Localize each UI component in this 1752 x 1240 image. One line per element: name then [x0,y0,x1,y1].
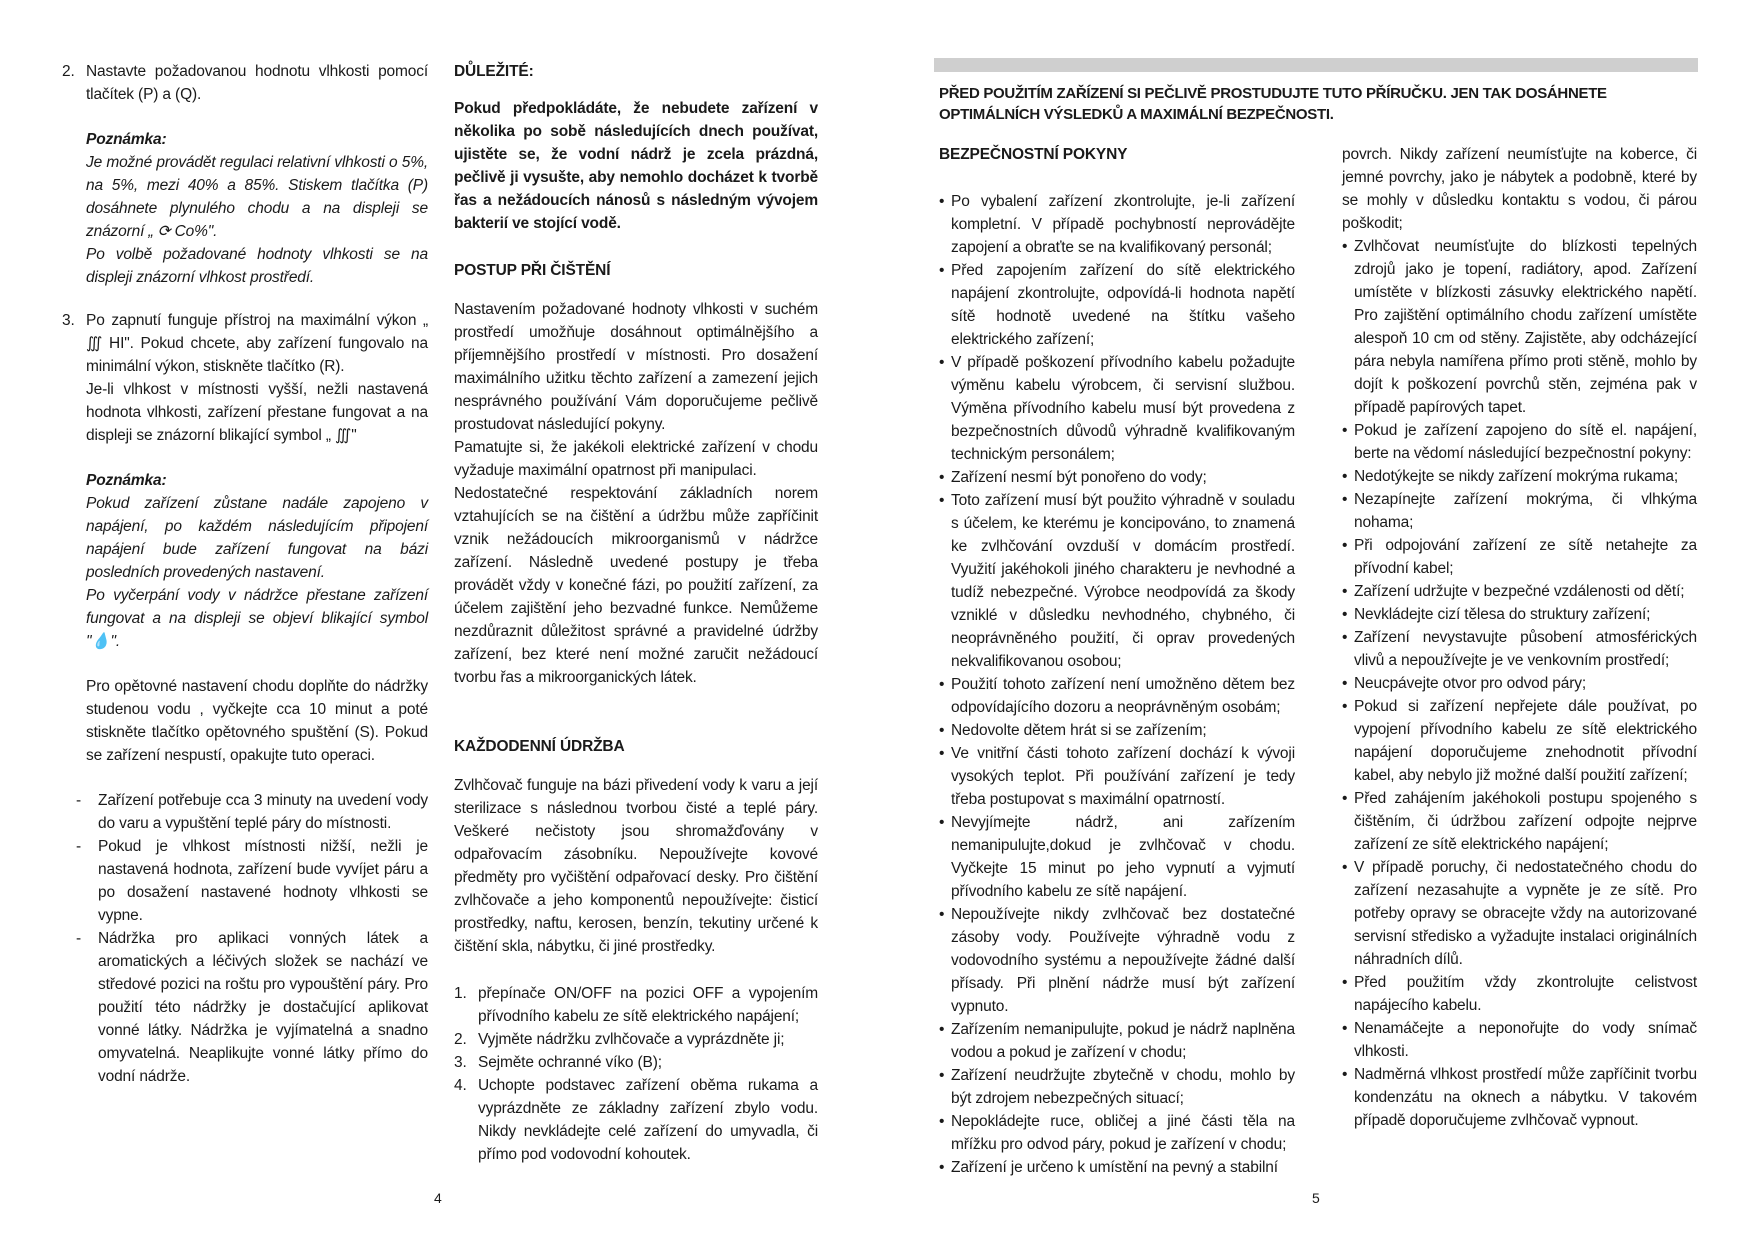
step-number: 2. [62,63,75,80]
list-item-text: Zvlhčovat neumísťujte do blízkosti tepelných zdrojů jako je topení, radiátory, apod. Zařízení umístěte v blízkosti zásuvky elektrického napětí. Pro zajištění optimálního chodu zařízení umístěte alespoň 10 cm od stěny. Zajistěte, aby odcházející pára nebyla namířena přímo proti stěně, mohlo by dojít k poškození povrchů stěn, zejména pak v případě papírových tapet. [1354,238,1697,416]
list-marker: • [939,814,945,831]
numbered-step [62,309,428,447]
list-marker: • [939,906,945,923]
list-item [939,489,1295,673]
list-item [1342,488,1697,534]
list-item-text: Po vybalení zařízení zkontrolujte, je-li zařízení kompletní. V případě pochybností neprovádějte zapojení a obraťte se na kvalifikovaný personál; [951,193,1295,256]
list-item [1342,971,1697,1017]
list-item [1342,1063,1697,1132]
list-item [939,466,1295,489]
block-para [454,298,818,689]
note-text: Po vyčerpání vody v nádržce přestane zařízení fungovat a na displeji se objeví blikající symbol "💧". [86,587,428,650]
list-item [76,789,428,835]
list-item [1342,672,1697,695]
list-marker: • [939,1067,945,1084]
paragraph: Pokud předpokládáte, že nebudete zařízení v několika po sobě následujících dnech používat, ujistěte se, že vodní nádrž je zcela prázdná, pečlivě ji vysušte, aby nemohlo docházet k tvorbě řas a nežádoucích nánosů s následným vývojem bakterií ve stojící vodě. [454,100,818,232]
list-marker: • [939,1159,945,1176]
note-text: Pokud zařízení zůstane nadále zapojeno v napájení, po každém následujícím připojení napájení bude zařízení fungovat na bázi posledních provedených nastavení. [86,495,428,581]
list-item [939,1064,1295,1110]
list-marker: • [1342,1066,1348,1083]
paragraph: Nedostatečné respektování základních norem vztahujících se na čištění a údržbu může zapříčinit vznik nežádoucích mikroorganismů v nádržce zařízení. Následně uvedené postupy je třeba provádět vždy v konečné fázi, po použití zařízení, za účelem zajištění jeho bezvadné funkce. Nemůžeme nezdůraznit důležitost správné a pravidelné údržby zařízení, bez které není možné zaručit nežádoucí tvorbu řas a mikroorganických látek. [454,485,818,686]
list-item [939,351,1295,466]
block-heading [454,259,818,282]
list-marker: • [1342,675,1348,692]
list-marker: • [939,492,945,509]
list-item-text: Toto zařízení musí být použito výhradně v souladu s účelem, ke kterému je koncipováno, to znamená ke zvlhčování ovzduší v domácím prostředí. Využití jakéhokoli jiného charakteru je nevhodné a tudíž nebezpečné. Výrobce neodpovídá za škody vzniklé v důsledku nevhodného, chybného, či neoprávněného použití, či oprav provedených nekvalifikovanou osobou; [951,492,1295,670]
list-item-text: Nádržka pro aplikaci vonných látek a aromatických a léčivých složek se nachází ve středové pozici na roštu pro vypouštění páry. Pro použití této nádržky je dostačující aplikovat vonné látky. Nádržka je vyjímatelná a snadno omyvatelná. Neaplikujte vonné látky přímo do vodní nádrže. [98,930,428,1085]
list-item-text: Při odpojování zařízení ze sítě netahejte za přívodní kabel; [1354,537,1697,577]
list-item [939,719,1295,742]
list-item-text: Nevyjímejte nádrž, ani zařízením nemanipulujte,dokud je zvlhčovač v chodu. Vyčkejte 15 minut po jeho vypnutí a vyjmutí přívodního kabelu ze sítě napájení. [951,814,1295,900]
note-title: Poznámka: [86,131,167,148]
numbered-step [454,1074,818,1166]
step-text: přepínače ON/OFF na pozici OFF a vypojením přívodního kabelu ze sítě elektrického napájení; [478,985,818,1025]
list-item [939,673,1295,719]
list-item-text: Nepoužívejte nikdy zvlhčovač bez dostatečné zásoby vody. Používejte výhradně vodu z vodovodního systému a nepoužívejte žádné další přísady. Při plnění nádrže musí být zařízení vypnuto. [951,906,1295,1015]
list-item [76,835,428,927]
list-item [1342,603,1697,626]
block-para [1342,143,1697,235]
paragraph: povrch. Nikdy zařízení neumísťujte na koberce, či jemné povrchy, jako je nábytek a podobně, které by se mohly v důsledku kontaktu s vodou, či párou poškodit; [1342,146,1697,232]
list-marker: • [939,722,945,739]
left-column-1 [62,60,428,1088]
list-item [1342,534,1697,580]
paragraph: Nastavte požadovanou hodnotu vlhkosti pomocí tlačítek (P) a (Q). [86,63,428,103]
paragraph: Je-li vlhkost v místnosti vyšší, nežli nastavená hodnota vlhkosti, zařízení přestane fungovat a na displeji se znázorní blikající symbol „ ∭" [86,381,428,444]
page-number-right: 5 [1312,1190,1320,1206]
list-item [1342,695,1697,787]
list-item-text: Zařízení je určeno k umístění na pevný a stabilní [951,1159,1278,1176]
list-item-text: Nenamáčejte a neponořujte do vody snímač vlhkosti. [1354,1020,1697,1060]
note-text: Je možné provádět regulaci relativní vlhkosti o 5%, na 5%, mezi 40% a 85%. Stiskem tlačítka (P) dosáhnete plynulého chodu a na displeji se znázorní „ ⟳ Co%". [86,154,428,240]
list-item-text: V případě poškození přívodního kabelu požadujte výměnu kabelu výrobcem, či servisní službou. Výměna přívodního kabelu musí být provedena z bezpečnostních důvodů výhradně kvalifikovaným technickým personálem; [951,354,1295,463]
block-num [62,60,428,106]
safety-header: PŘED POUŽITÍM ZAŘÍZENÍ SI PEČLIVĚ PROSTUDUJTE TUTO PŘÍRUČKU. JEN TAK DOSÁHNETE OPTIMÁLNÍCH VÝSLEDKŮ A MAXIMÁLNÍ BEZPEČNOSTI. [939,85,1607,123]
step-number: 1. [454,985,467,1002]
list-item [939,742,1295,811]
step-text [86,60,428,106]
list-item [1342,465,1697,488]
list-item-text: Zařízení nesmí být ponořeno do vody; [951,469,1207,486]
list-marker: • [939,193,945,210]
step-text [86,309,428,447]
paragraph: Pamatujte si, že jakékoli elektrické zařízení v chodu vyžaduje maximální opatrnost při manipulaci. [454,439,818,479]
list-item [939,811,1295,903]
paragraph: Zvlhčovač funguje na bázi přivedení vody k varu a její sterilizace s následnou tvorbou čisté a teplé páry. Veškeré nečistoty jsou shromažďovány v odpařovacím zásobníku. Nepoužívejte kovové předměty pro vyčištění odpařovací desky. Pro čištění zvlhčovače a jeho komponentů nepoužívejte: čisticí prostředky, naftu, kerosen, benzín, tekutiny určené k čištění skla, nábytku, či jiné prostředky. [454,777,818,955]
list-item-text: Nedovolte dětem hrát si se zařízením; [951,722,1207,739]
paragraph: Nastavením požadované hodnoty vlhkosti v suchém prostředí umožňuje dosáhnout optimálnějšího a příjemnějšího prostředí v místnosti. Pro dosažení maximálního užitku těchto zařízení a zamezení jejich nesprávného používání Vám doporučujeme pečlivě prostudovat následující pokyny. [454,301,818,433]
paragraph: Pro opětovné nastavení chodu doplňte do nádržky studenou vodu , vyčkejte cca 10 minut a poté stiskněte tlačítko opětovného spuštění (S). Pokud se zařízení nespustí, opakujte tuto operaci. [86,678,428,764]
list-item-text: Nepokládejte ruce, obličej a jiné části těla na mřížku pro odvod páry, pokud je zařízení v chodu; [951,1113,1295,1153]
list-item [1342,1017,1697,1063]
list-marker: - [76,792,82,809]
page-number-left: 4 [434,1190,442,1206]
list-marker: • [1342,1020,1348,1037]
list-marker: • [1342,606,1348,623]
list-item-text: Nadměrná vlhkost prostředí může zapříčinit tvorbu kondenzátu na oknech a nábytku. V takovém případě doporučujeme zvlhčovač vypnout. [1354,1066,1697,1129]
list-item [939,1110,1295,1156]
block-heading [454,735,818,758]
note-text: Po volbě požadované hodnoty vlhkosti se na displeji znázorní vlhkost prostředí. [86,246,428,286]
note-title: Poznámka: [86,472,167,489]
list-item-text: Zařízení nevystavujte působení atmosférických vlivů a nepoužívejte je ve venkovním prostředí; [1354,629,1697,669]
step-number: 3. [62,312,75,329]
list-marker: • [1342,468,1348,485]
block-para [454,774,818,958]
list-marker: • [939,676,945,693]
list-item-text: Použití tohoto zařízení není umožněno dětem bez odpovídajícího dozoru a neoprávněným osobám; [951,676,1295,716]
step-text: Vyjměte nádržku zvlhčovače a vyprázdněte ji; [478,1031,785,1048]
list-marker: • [1342,491,1348,508]
list-item-text: Ve vnitřní části tohoto zařízení dochází k vývoji vysokých teplot. Při používání zařízení je tedy třeba postupovat s maximální opatrností. [951,745,1295,808]
left-column-2 [454,60,818,1166]
list-item [939,1018,1295,1064]
list-marker: • [939,745,945,762]
list-item-text: Zařízení neudržujte zbytečně v chodu, mohlo by být zdrojem nebezpečných situací; [951,1067,1295,1107]
numbered-step [454,1051,818,1074]
list-item [939,259,1295,351]
section-heading: POSTUP PŘI ČIŠTĚNÍ [454,262,611,279]
step-number: 3. [454,1054,467,1071]
block-para [62,675,428,767]
block-note [62,128,428,289]
list-item [76,927,428,1088]
list-marker: • [1342,698,1348,715]
list-item [939,1156,1295,1179]
numbered-step [454,982,818,1028]
step-number: 4. [454,1077,467,1094]
section-heading: KAŽDODENNÍ ÚDRŽBA [454,738,625,755]
block-heading [939,143,1295,166]
list-marker: • [1342,238,1348,255]
list-marker: - [76,838,82,855]
numbered-step [454,1028,818,1051]
block-bold [454,97,818,235]
step-text: Sejměte ochranné víko (B); [478,1054,662,1071]
list-item [1342,856,1697,971]
header-bar [934,58,1698,72]
list-item-text: Zařízení potřebuje cca 3 minuty na uvedení vody do varu a vypuštění teplé páry do místnosti. [98,792,428,832]
list-item-text: Před zapojením zařízení do sítě elektrického napájení zkontrolujte, odpovídá-li hodnota napětí sítě hodnotě uvedené na štítku vašeho elektrického zařízení; [951,262,1295,348]
list-marker: • [1342,790,1348,807]
list-item-text: Pokud je zařízení zapojeno do sítě el. napájení, berte na vědomí následující bezpečnostní pokyny: [1354,422,1697,462]
list-item-text: Neucpávejte otvor pro odvod páry; [1354,675,1586,692]
list-marker: • [1342,974,1348,991]
list-item [1342,626,1697,672]
list-item-text: Nezapínejte zařízení mokrýma, či vlhkýma nohama; [1354,491,1697,531]
list-marker: • [939,469,945,486]
block-note [62,469,428,653]
list-marker: - [76,930,82,947]
list-marker: • [939,354,945,371]
list-item-text: Pokud si zařízení nepřejete dále používat, po vypojení přívodního kabelu ze sítě elektrického napájení doporučujeme znehodnotit přívodní kabel, aby nebylo již možné další použití zařízení; [1354,698,1697,784]
list-item-text: Pokud je vlhkost místnosti nižší, nežli je nastavená hodnota, zařízení bude vyvíjet páru a po dosažení nastavené hodnoty vlhkosti se vypne. [98,838,428,924]
list-marker: • [939,1021,945,1038]
list-marker: • [1342,537,1348,554]
step-number: 2. [454,1031,467,1048]
list-marker: • [939,1113,945,1130]
list-item-text: Nevkládejte cizí tělesa do struktury zařízení; [1354,606,1651,623]
block-olist [454,982,818,1166]
list-item-text: Před zahájením jakéhokoli postupu spojeného s čištěním, či údržbou zařízení odpojte nejprve zařízení ze sítě elektrického napájení; [1354,790,1697,853]
list-marker: • [1342,629,1348,646]
list-item [939,190,1295,259]
step-text: Uchopte podstavec zařízení oběma rukama a vyprázdněte ze základny zařízení zbylo vodu. Nikdy nevkládejte celé zařízení do umyvadla, či přímo pod vodovodní kohoutek. [478,1077,818,1163]
section-heading: DŮLEŽITÉ: [454,63,534,80]
block-heading [454,60,818,83]
block-list [939,190,1295,1179]
numbered-step [62,60,428,106]
list-marker: • [1342,859,1348,876]
list-item [939,903,1295,1018]
right-column-1 [939,143,1295,1179]
list-item-text: Nedotýkejte se nikdy zařízení mokrýma rukama; [1354,468,1679,485]
list-item-text: Před použitím vždy zkontrolujte celistvost napájecího kabelu. [1354,974,1697,1014]
list-item [1342,787,1697,856]
list-item [1342,419,1697,465]
paragraph: Po zapnutí funguje přístroj na maximální výkon „ ∭ HI". Pokud chcete, aby zařízení fungovalo na minimální výkon, stiskněte tlačítko (R). [86,312,428,375]
block-num [62,309,428,447]
block-list [62,789,428,1088]
section-heading: BEZPEČNOSTNÍ POKYNY [939,146,1128,163]
list-marker: • [1342,583,1348,600]
list-marker: • [1342,422,1348,439]
list-item [1342,235,1697,419]
list-item-text: Zařízení udržujte v bezpečné vzdálenosti od dětí; [1354,583,1685,600]
right-column-2 [1342,143,1697,1132]
list-item [1342,580,1697,603]
list-item-text: Zařízením nemanipulujte, pokud je nádrž naplněna vodou a pokud je zařízení v chodu; [951,1021,1295,1061]
block-list [1342,235,1697,1132]
list-item-text: V případě poruchy, či nedostatečného chodu do zařízení nezasahujte a vypněte je ze sítě. Pro potřeby opravy se obracejte vždy na autorizované servisní středisko a vyžadujte instalaci originálních náhradních dílů. [1354,859,1697,968]
list-marker: • [939,262,945,279]
